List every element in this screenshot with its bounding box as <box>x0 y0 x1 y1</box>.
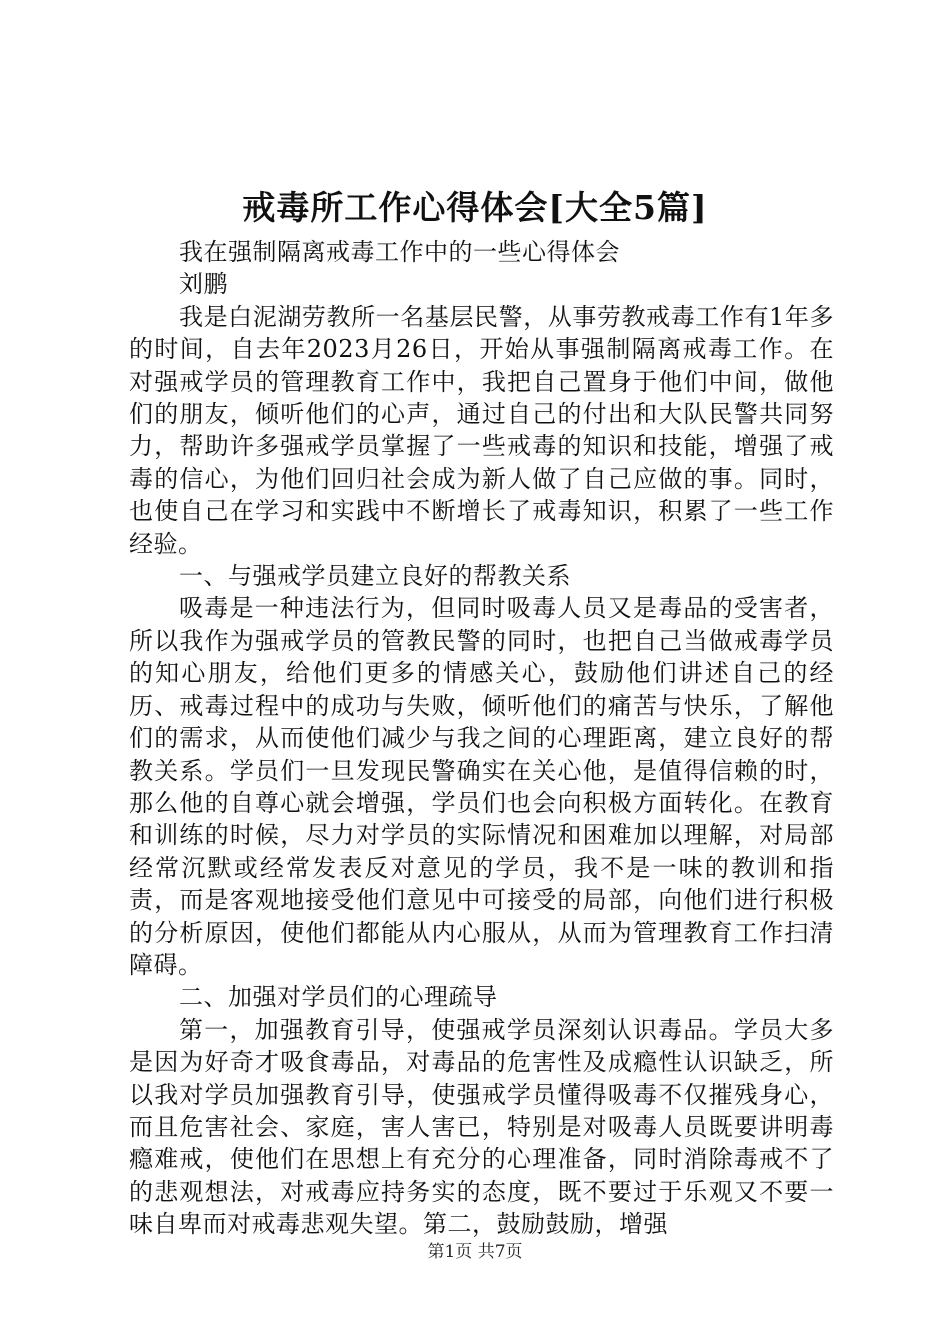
document-body <box>129 236 834 1241</box>
section-heading-2: 二、加强对学员们的心理疏导 <box>179 983 498 1012</box>
author: 刘鹏 <box>179 270 228 299</box>
document-title: 戒毒所工作心得体会[大全5篇] <box>242 188 708 227</box>
paragraph-intro: 我是白泥湖劳教所一名基层民警，从事劳教戒毒工作有1年多的时间，自去年2023月26日，开始从事强制隔离戒毒工作。在对强戒学员的管理教育工作中，我把自己置身于他们中间，做他们的朋友，倾听他们的心声，通过自己的付出和大队民警共同努力，帮助许多强戒学员掌握了一些戒毒的知识和技能，增强了戒毒的信心，为他们回归社会成为新人做了自己应做的事。同时，也使自己在学习和实践中不断增长了戒毒知识，积累了一些工作经验。 <box>129 302 834 558</box>
subtitle: 我在强制隔离戒毒工作中的一些心得体会 <box>179 238 620 266</box>
paragraph-section-2: 第一，加强教育引导，使强戒学员深刻认识毒品。学员大多是因为好奇才吸食毒品，对毒品的危害性及成瘾性认识缺乏，所以我对学员加强教育引导，使强戒学员懂得吸毒不仅摧残身心，而且危害社会、家庭，害人害已，特别是对吸毒人员既要讲明毒瘾难戒，使他们在思想上有充分的心理准备，同时消除毒戒不了的悲观想法，对戒毒应持务实的态度，既不要过于乐观又不要一味自卑而对戒毒悲观失望。第二，鼓励鼓励，增强 <box>129 1015 834 1239</box>
section-heading-1: 一、与强戒学员建立良好的帮教关系 <box>179 562 571 591</box>
paragraph-section-1: 吸毒是一种违法行为，但同时吸毒人员又是毒品的受害者，所以我作为强戒学员的管教民警的同时，也把自己当做戒毒学员的知心朋友，给他们更多的情感关心，鼓励他们讲述自己的经历、戒毒过程中的成功与失败，倾听他们的痛苦与快乐，了解他们的需求，从而使他们减少与我之间的心理距离，建立良好的帮教关系。学员们一旦发现民警确实在关心他，是值得信赖的时，那么他的自尊心就会增强，学员们也会向积极方面转化。在教育和训练的时候，尽力对学员的实际情况和困难加以理解，对局部经常沉默或经常发表反对意见的学员，我不是一味的教训和指责，而是客观地接受他们意见中可接受的局部，向他们进行积极的分析原因，使他们都能从内心服从，从而为管理教育工作扫清障碍。 <box>129 594 834 979</box>
page-number-footer: 第1页 共7页 <box>427 1242 523 1262</box>
